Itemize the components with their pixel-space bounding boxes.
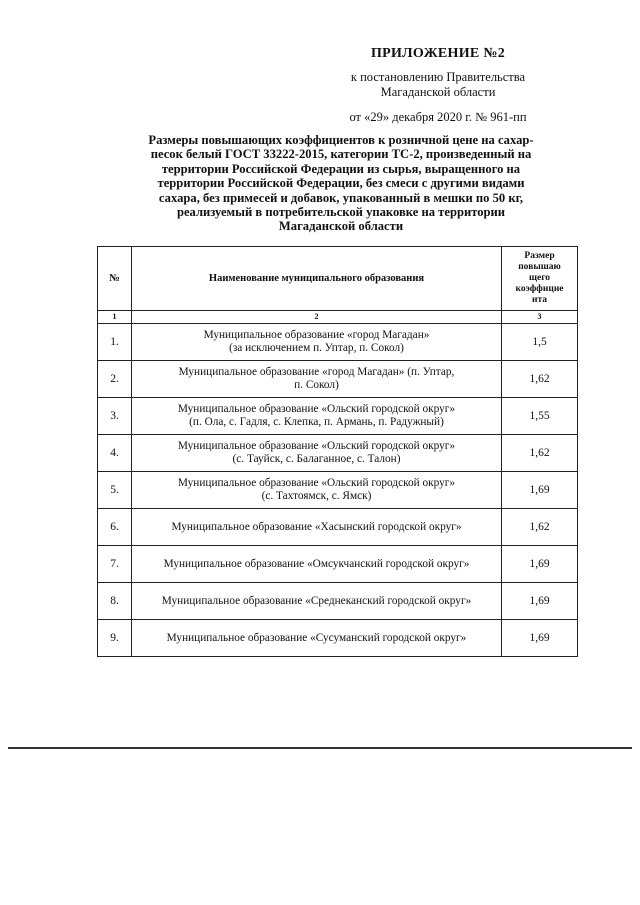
table-row xyxy=(98,546,578,583)
coefficient-value: 1,69 xyxy=(502,620,578,657)
municipality-name: Муниципальное образование «Среднеканский городской округ» xyxy=(132,583,502,620)
resolution-reference: к постановлению Правительства xyxy=(350,70,526,84)
municipality-name: Муниципальное образование «Хасынский городской округ» xyxy=(132,509,502,546)
column-index: 3 xyxy=(502,311,578,324)
coefficient-value: 1,5 xyxy=(502,324,578,361)
heading-line: реализуемый в потребительской упаковке на территории xyxy=(176,205,506,220)
region-name: Магаданской области xyxy=(380,85,496,99)
row-number: 3. xyxy=(98,398,132,435)
coefficient-value: 1,62 xyxy=(502,361,578,398)
header-number: № xyxy=(98,247,132,311)
row-number: 7. xyxy=(98,546,132,583)
coefficient-value: 1,69 xyxy=(502,472,578,509)
table-row xyxy=(98,620,578,657)
heading-line: сахара, без примесей и добавок, упакованный в мешки по 50 кг, xyxy=(158,190,524,205)
coefficient-value: 1,69 xyxy=(502,583,578,620)
heading-line: Размеры повышающих коэффициентов к розничной цене на сахар- xyxy=(148,133,534,147)
heading-line: территории Российской Федерации, без смеси с другими видами xyxy=(157,176,525,191)
table-row xyxy=(98,398,578,435)
coefficient-value: 1,69 xyxy=(502,546,578,583)
column-index: 1 xyxy=(98,311,132,324)
column-index: 2 xyxy=(132,311,502,324)
document-header xyxy=(308,46,568,125)
table-row xyxy=(98,583,578,620)
municipality-name: Муниципальное образование «Ольский городской округ» (п. Ола, с. Гадля, с. Клепка, п. Армань, п. Радужный) xyxy=(132,398,502,435)
page-bottom-rule xyxy=(8,747,632,749)
municipality-name: Муниципальное образование «город Магадан» (за исключением п. Уптар, п. Сокол) xyxy=(132,324,502,361)
table-row xyxy=(98,435,578,472)
municipality-name: Муниципальное образование «Сусуманский городской округ» xyxy=(132,620,502,657)
document-heading xyxy=(106,133,576,234)
header-coefficient: Размер повышаю щего коэффицие нта xyxy=(502,247,578,311)
coefficient-value: 1,55 xyxy=(502,398,578,435)
table-row xyxy=(98,472,578,509)
resolution-date: от «29» декабря 2020 г. № 961-пп xyxy=(349,110,527,124)
header-municipality: Наименование муниципального образования xyxy=(132,247,502,311)
table-header-row xyxy=(98,247,578,311)
heading-line: Магаданской области xyxy=(278,219,404,234)
column-index-row xyxy=(98,311,578,324)
row-number: 4. xyxy=(98,435,132,472)
row-number: 2. xyxy=(98,361,132,398)
row-number: 1. xyxy=(98,324,132,361)
municipality-name: Муниципальное образование «Омсукчанский городской округ» xyxy=(132,546,502,583)
heading-line: территории Российской Федерации из сырья, выращенного на xyxy=(161,161,521,176)
coefficients-table xyxy=(97,246,578,657)
row-number: 5. xyxy=(98,472,132,509)
municipality-name: Муниципальное образование «город Магадан» (п. Уптар, п. Сокол) xyxy=(132,361,502,398)
table-row xyxy=(98,509,578,546)
appendix-title: ПРИЛОЖЕНИЕ №2 xyxy=(370,46,506,61)
municipality-name: Муниципальное образование «Ольский городской округ» (с. Тауйск, с. Балаганное, с. Талон) xyxy=(132,435,502,472)
table-row xyxy=(98,361,578,398)
row-number: 9. xyxy=(98,620,132,657)
row-number: 8. xyxy=(98,583,132,620)
heading-line: песок белый ГОСТ 33222-2015, категории ТС-2, произведенный на xyxy=(150,147,532,162)
row-number: 6. xyxy=(98,509,132,546)
coefficient-value: 1,62 xyxy=(502,435,578,472)
coefficient-value: 1,62 xyxy=(502,509,578,546)
municipality-name: Муниципальное образование «Ольский городской округ» (с. Тахтоямск, с. Ямск) xyxy=(132,472,502,509)
table-row xyxy=(98,324,578,361)
